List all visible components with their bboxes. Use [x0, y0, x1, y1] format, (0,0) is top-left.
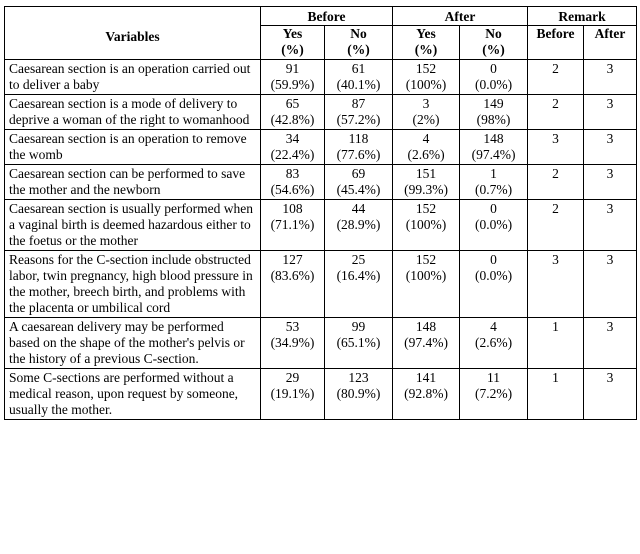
variable-cell: Caesarean section is an operation to remove the womb	[5, 130, 261, 165]
after-no-cell: 0 (0.0%)	[460, 200, 528, 251]
remark-after-cell: 3	[584, 200, 637, 251]
after-yes-cell: 151 (99.3%)	[393, 165, 460, 200]
remark-before-header: Before	[528, 26, 584, 60]
before-yes-cell: 127 (83.6%)	[261, 251, 325, 318]
after-yes-cell: 3 (2%)	[393, 95, 460, 130]
before-no-cell: 44 (28.9%)	[325, 200, 393, 251]
before-yes-cell: 108 (71.1%)	[261, 200, 325, 251]
remark-before-cell: 1	[528, 369, 584, 420]
after-yes-cell: 152 (100%)	[393, 251, 460, 318]
before-group-header: Before	[261, 7, 393, 26]
table-row	[5, 369, 637, 420]
before-yes-cell: 65 (42.8%)	[261, 95, 325, 130]
after-no-cell: 0 (0.0%)	[460, 251, 528, 318]
table-body	[5, 60, 637, 420]
variable-cell: Reasons for the C-section include obstructed labor, twin pregnancy, high blood pressure in the mother, breech birth, and problems with the placenta or umbilical cord	[5, 251, 261, 318]
table-row	[5, 200, 637, 251]
before-yes-cell: 53 (34.9%)	[261, 318, 325, 369]
before-no-cell: 123 (80.9%)	[325, 369, 393, 420]
remark-after-cell: 3	[584, 369, 637, 420]
remark-before-cell: 2	[528, 60, 584, 95]
variable-cell: Some C-sections are performed without a medical reason, upon request by someone, usually the mother.	[5, 369, 261, 420]
after-no-cell: 4 (2.6%)	[460, 318, 528, 369]
remark-after-cell: 3	[584, 95, 637, 130]
before-no-cell: 118 (77.6%)	[325, 130, 393, 165]
table-row	[5, 251, 637, 318]
variable-cell: Caesarean section is usually performed when a vaginal birth is deemed hazardous either to the foetus or the mother	[5, 200, 261, 251]
before-no-header: No (%)	[325, 26, 393, 60]
before-no-cell: 87 (57.2%)	[325, 95, 393, 130]
variable-cell: Caesarean section can be performed to save the mother and the newborn	[5, 165, 261, 200]
results-table	[4, 6, 637, 420]
remark-after-cell: 3	[584, 130, 637, 165]
after-no-cell: 1 (0.7%)	[460, 165, 528, 200]
after-yes-cell: 152 (100%)	[393, 200, 460, 251]
table-row	[5, 165, 637, 200]
before-yes-cell: 34 (22.4%)	[261, 130, 325, 165]
variables-header: Variables	[5, 7, 261, 60]
after-yes-header: Yes (%)	[393, 26, 460, 60]
remark-before-cell: 3	[528, 130, 584, 165]
remark-after-cell: 3	[584, 60, 637, 95]
after-no-header: No (%)	[460, 26, 528, 60]
before-yes-cell: 91 (59.9%)	[261, 60, 325, 95]
remark-after-cell: 3	[584, 165, 637, 200]
after-yes-cell: 141 (92.8%)	[393, 369, 460, 420]
remark-before-cell: 2	[528, 200, 584, 251]
remark-before-cell: 2	[528, 95, 584, 130]
table-row	[5, 130, 637, 165]
remark-before-cell: 2	[528, 165, 584, 200]
remark-before-cell: 3	[528, 251, 584, 318]
remark-after-cell: 3	[584, 251, 637, 318]
before-no-cell: 61 (40.1%)	[325, 60, 393, 95]
variable-cell: A caesarean delivery may be performed based on the shape of the mother's pelvis or the history of a previous C-section.	[5, 318, 261, 369]
remark-after-header: After	[584, 26, 637, 60]
before-yes-cell: 29 (19.1%)	[261, 369, 325, 420]
table-row	[5, 318, 637, 369]
after-no-cell: 11 (7.2%)	[460, 369, 528, 420]
after-yes-cell: 4 (2.6%)	[393, 130, 460, 165]
table-row	[5, 60, 637, 95]
after-no-cell: 148 (97.4%)	[460, 130, 528, 165]
before-yes-header: Yes (%)	[261, 26, 325, 60]
after-yes-cell: 148 (97.4%)	[393, 318, 460, 369]
remark-group-header: Remark	[528, 7, 637, 26]
after-yes-cell: 152 (100%)	[393, 60, 460, 95]
variable-cell: Caesarean section is an operation carried out to deliver a baby	[5, 60, 261, 95]
after-no-cell: 0 (0.0%)	[460, 60, 528, 95]
remark-after-cell: 3	[584, 318, 637, 369]
table-row	[5, 95, 637, 130]
after-group-header: After	[393, 7, 528, 26]
before-no-cell: 25 (16.4%)	[325, 251, 393, 318]
before-yes-cell: 83 (54.6%)	[261, 165, 325, 200]
before-no-cell: 69 (45.4%)	[325, 165, 393, 200]
after-no-cell: 149 (98%)	[460, 95, 528, 130]
remark-before-cell: 1	[528, 318, 584, 369]
before-no-cell: 99 (65.1%)	[325, 318, 393, 369]
variable-cell: Caesarean section is a mode of delivery to deprive a woman of the right to womanhood	[5, 95, 261, 130]
